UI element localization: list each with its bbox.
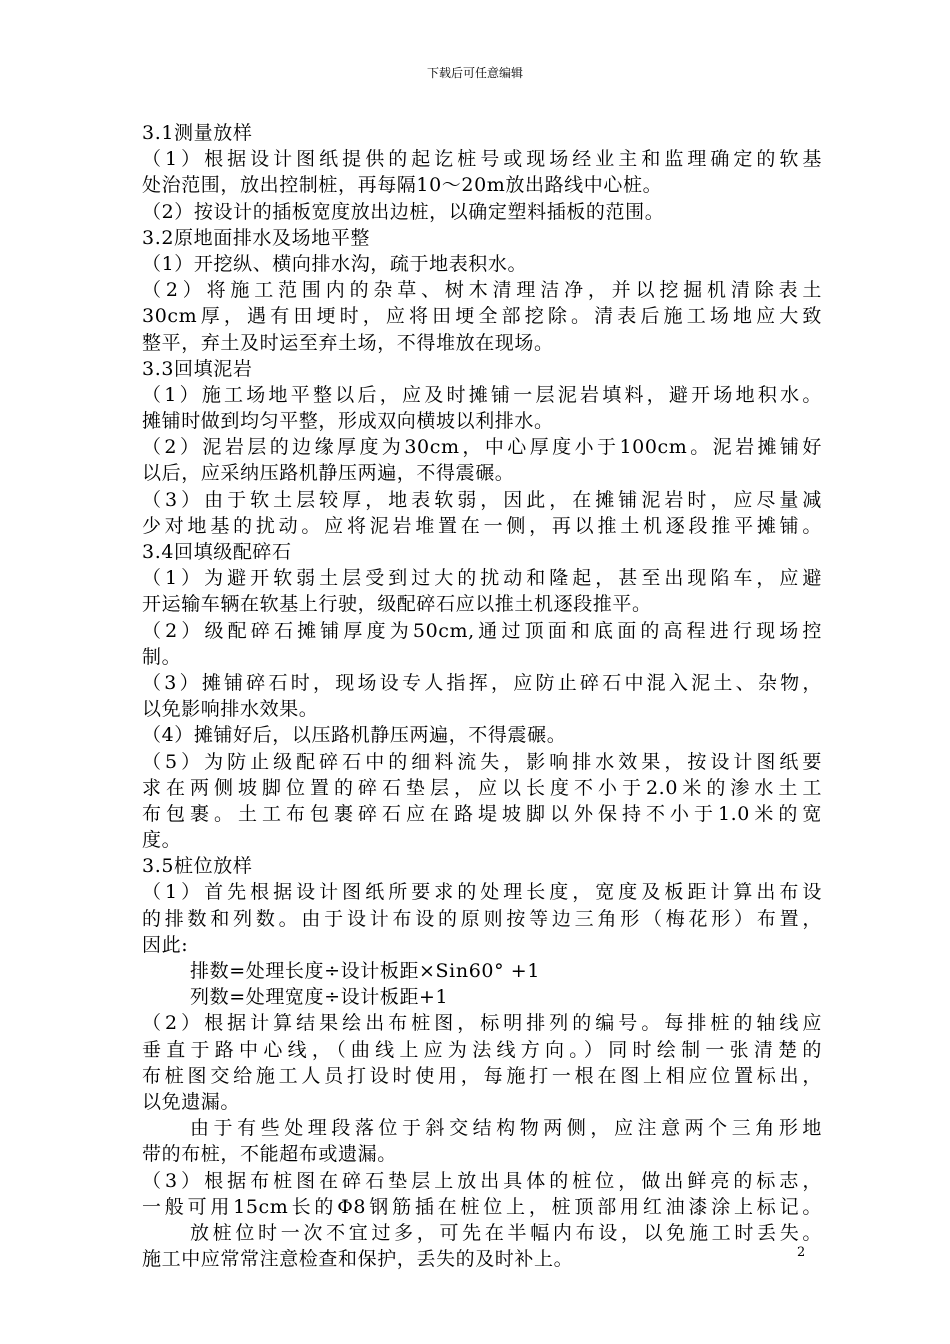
text-line: （3）由于软土层较厚，地表软弱，因此，在摊铺泥岩时，应尽量减 <box>142 488 822 511</box>
text-line: 度。 <box>142 829 182 852</box>
text-line: 3.3回填泥岩 <box>142 357 253 380</box>
text-line: 3.2原地面排水及场地平整 <box>142 226 371 249</box>
text-line: （2）根据计算结果绘出布桩图，标明排列的编号。每排桩的轴线应 <box>142 1012 822 1035</box>
text-line: 以免遗漏。 <box>142 1090 241 1113</box>
text-line: （3）摊铺碎石时，现场设专人指挥，应防止碎石中混入泥土、杂物， <box>142 671 822 694</box>
text-line: 由于有些处理段落位于斜交结构物两侧，应注意两个三角形地 <box>190 1117 822 1140</box>
text-line: （2）将施工范围内的杂草、树木清理洁净，并以挖掘机清除表土 <box>142 279 822 302</box>
text-line: 布包裹。土工布包裹碎石应在路堤坡脚以外保持不小于1.0米的宽 <box>142 802 822 825</box>
text-line: （2）泥岩层的边缘厚度为30cm，中心厚度小于100cm。泥岩摊铺好 <box>142 436 822 459</box>
text-line: 整平，弃土及时运至弃土场，不得堆放在现场。 <box>142 331 554 354</box>
text-line: （2）级配碎石摊铺厚度为50cm,通过顶面和底面的高程进行现场控 <box>142 619 822 642</box>
text-line: 排数=处理长度÷设计板距×Sin60° +1 <box>190 960 541 982</box>
page-header: 下载后可任意编辑 <box>426 66 523 80</box>
text-line: 的排数和列数。由于设计布设的原则按等边三角形（梅花形）布置， <box>142 907 822 930</box>
text-line: 制。 <box>142 645 182 668</box>
text-line: （5）为防止级配碎石中的细料流失，影响排水效果，按设计图纸要 <box>142 750 822 773</box>
text-line: 放桩位时一次不宜过多，可先在半幅内布设，以免施工时丢失。 <box>190 1221 822 1244</box>
text-line: （3）根据布桩图在碎石垫层上放出具体的桩位，做出鲜亮的标志， <box>142 1169 822 1192</box>
text-line: 3.1测量放样 <box>142 122 253 144</box>
text-line: 3.4回填级配碎石 <box>142 541 292 563</box>
text-line: 垂直于路中心线，（曲线上应为法线方向。）同时绘制一张清楚的 <box>142 1038 822 1061</box>
text-line: 开运输车辆在软基上行驶，级配碎石应以推土机逐段推平。 <box>142 593 652 616</box>
text-line: 3.5桩位放样 <box>142 855 253 878</box>
text-line: （1）开挖纵、横向排水沟，疏于地表积水。 <box>142 252 528 275</box>
text-line: 以免影响排水效果。 <box>142 698 319 721</box>
text-line: 一般可用15cm长的Φ8钢筋插在桩位上，桩顶部用红油漆涂上标记。 <box>142 1195 822 1218</box>
text-line: 列数=处理宽度÷设计板距+1 <box>190 986 449 1009</box>
text-line: 以后，应采纳压路机静压两遍，不得震碾。 <box>142 462 515 485</box>
text-line: （2）按设计的插板宽度放出边桩，以确定塑料插板的范围。 <box>142 200 665 223</box>
text-line: （1）首先根据设计图纸所要求的处理长度，宽度及板距计算出布设 <box>142 881 822 904</box>
text-line: 施工中应常常注意检查和保护，丢失的及时补上。 <box>142 1248 574 1271</box>
text-line: 处治范围，放出控制桩，再每隔10～20m放出路线中心桩。 <box>142 174 663 197</box>
text-line: 布桩图交给施工人员打设时使用，每施打一根在图上相应位置标出， <box>142 1064 822 1087</box>
text-line: 少对地基的扰动。应将泥岩堆置在一侧，再以推土机逐段推平摊铺。 <box>142 514 822 537</box>
text-line: （1）施工场地平整以后，应及时摊铺一层泥岩填料，避开场地积水。 <box>142 383 822 406</box>
text-line: （1）根据设计图纸提供的起讫桩号或现场经业主和监理确定的软基 <box>142 148 822 171</box>
text-line: （1）为避开软弱土层受到过大的扰动和隆起，甚至出现陷车，应避 <box>142 567 822 590</box>
text-line: 带的布桩，不能超布或遗漏。 <box>142 1143 397 1166</box>
text-line: 摊铺时做到均匀平整，形成双向横坡以利排水。 <box>142 410 554 433</box>
text-line: 求在两侧坡脚位置的碎石垫层，应以长度不小于2.0米的渗水土工 <box>142 776 822 799</box>
text-line: 30cm厚，遇有田埂时，应将田埂全部挖除。清表后施工场地应大致 <box>142 305 822 328</box>
document-body <box>142 120 822 1272</box>
page-number: 2 <box>797 1245 806 1260</box>
text-line: 因此: <box>142 933 189 956</box>
text-line: （4）摊铺好后，以压路机静压两遍，不得震碾。 <box>142 724 567 747</box>
